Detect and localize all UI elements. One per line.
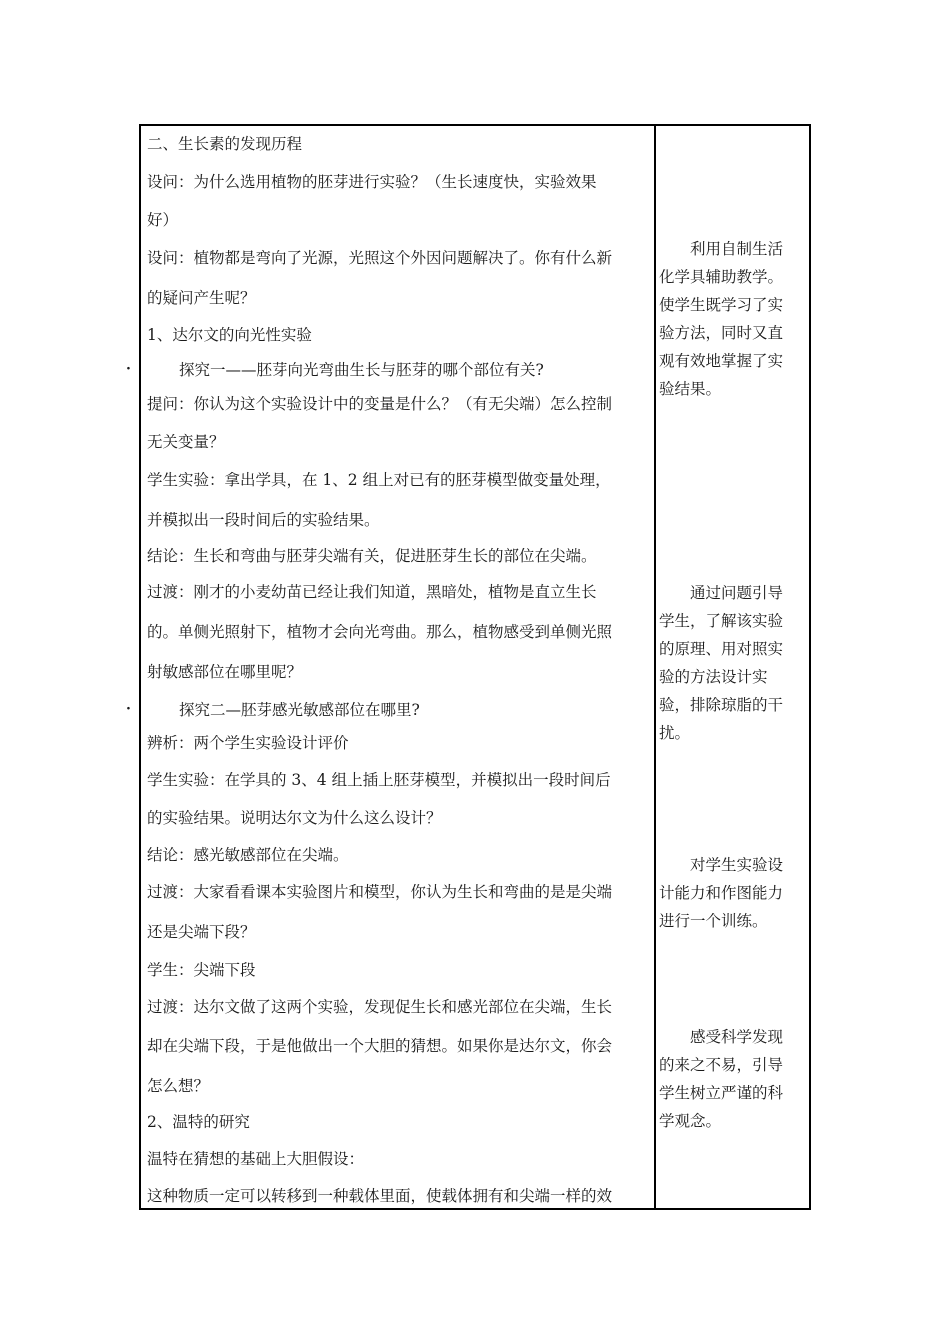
section-heading: 二、生长素的发现历程 [147,135,303,153]
text-line: 探究二—胚芽感光敏感部位在哪里? [179,701,420,719]
text-line: 学生实验：在学具的 3、4 组上插上胚芽模型，并模拟出一段时间后 [147,771,611,789]
margin-dot-1: · [126,361,131,377]
text-line: 的实验结果。说明达尔文为什么这么设计？ [147,809,442,827]
text-line: 提问：你认为这个实验设计中的变量是什么？（有无尖端）怎么控制 [147,395,613,413]
text-line: 探究一——胚芽向光弯曲生长与胚芽的哪个部位有关? [179,361,544,379]
side-note-line: 验，排除琼脂的干 [659,696,784,714]
text-line: 结论：生长和弯曲与胚芽尖端有关，促进胚芽生长的部位在尖端。 [147,547,597,565]
text-line: 射敏感部位在哪里呢？ [147,663,303,681]
side-note-line: 的来之不易，引导 [659,1056,784,1074]
side-note-line: 利用自制生活 [659,240,784,258]
subsection-heading: 1、达尔文的向光性实验 [147,326,312,344]
side-note-line: 计能力和作图能力 [659,884,784,902]
text-line: 过渡：刚才的小麦幼苗已经让我们知道，黑暗处，植物是直立生长 [147,583,597,601]
side-note-line: 化学具辅助教学。 [659,268,784,286]
text-line: 还是尖端下段？ [147,923,256,941]
text-line: 却在尖端下段，于是他做出一个大胆的猜想。如果你是达尔文，你会 [147,1037,613,1055]
text-line: 的。单侧光照射下，植物才会向光弯曲。那么，植物感受到单侧光照 [147,623,613,641]
text-line: 怎么想？ [147,1077,210,1095]
side-note-line: 通过问题引导 [659,584,784,602]
side-note-line: 扰。 [659,724,691,742]
side-note-line: 进行一个训练。 [659,912,768,930]
side-note-line: 学生树立严谨的科 [659,1084,784,1102]
lesson-table [139,124,811,1210]
text-line: 过渡：达尔文做了这两个实验，发现促生长和感光部位在尖端，生长 [147,998,613,1016]
side-note-line: 对学生实验设 [659,856,784,874]
text-line: 无关变量？ [147,433,225,451]
text-line: 学生：尖端下段 [147,961,256,979]
text-line: 过渡：大家看看课本实验图片和模型，你认为生长和弯曲的是是尖端 [147,883,613,901]
text-line: 学生实验：拿出学具，在 1、2 组上对已有的胚芽模型做变量处理， [147,471,611,489]
column-divider [654,126,656,1208]
text-line: 的疑问产生呢？ [147,289,256,307]
side-note-line: 观有效地掌握了实 [659,352,784,370]
side-note-line: 验方法，同时又直 [659,324,784,342]
margin-dot-2: · [126,701,131,717]
text-line: 设问：为什么选用植物的胚芽进行实验？（生长速度快，实验效果 [147,173,597,191]
text-line: 好） [147,211,179,229]
side-note-line: 的原理、用对照实 [659,640,784,658]
side-note-line: 感受科学发现 [659,1028,784,1046]
side-note-line: 使学生既学习了实 [659,296,784,314]
side-note-line: 验结果。 [659,380,722,398]
text-line: 温特在猜想的基础上大胆假设： [147,1150,365,1168]
side-note-line: 学生，了解该实验 [659,612,784,630]
text-line: 并模拟出一段时间后的实验结果。 [147,511,380,529]
text-line: 设问：植物都是弯向了光源，光照这个外因问题解决了。你有什么新 [147,249,613,267]
text-line: 结论：感光敏感部位在尖端。 [147,846,349,864]
subsection-heading: 2、温特的研究 [147,1113,250,1131]
side-note-line: 学观念。 [659,1112,722,1130]
side-note-line: 验的方法设计实 [659,668,768,686]
text-line: 这种物质一定可以转移到一种载体里面，使载体拥有和尖端一样的效 [147,1187,613,1205]
text-line: 辨析：两个学生实验设计评价 [147,734,349,752]
